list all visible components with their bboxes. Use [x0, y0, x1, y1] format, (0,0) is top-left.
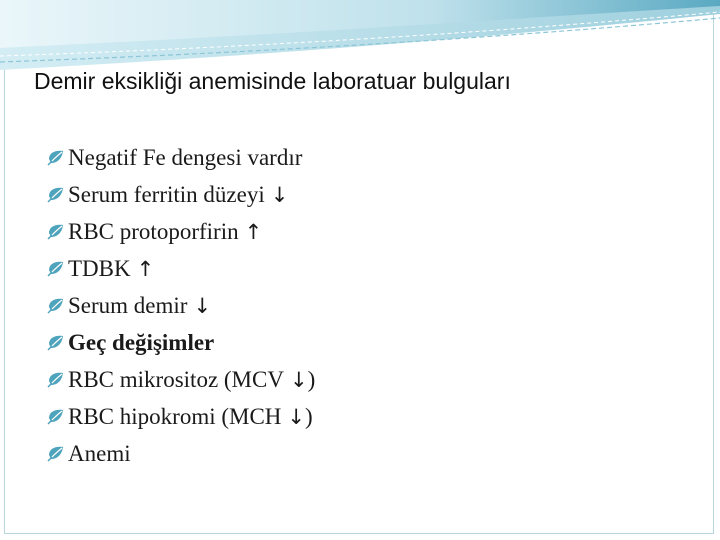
- bullet-text: Serum demir: [68, 292, 188, 318]
- bullet-arrow: ↑: [136, 256, 155, 281]
- bullet-item: [46, 361, 315, 398]
- leaf-bullet-icon: [46, 185, 66, 205]
- leaf-bullet-icon: [46, 296, 66, 316]
- bullet-arrow: ↓: [270, 182, 289, 207]
- bullet-item: [46, 287, 315, 324]
- bullet-text: RBC mikrositoz (MCV: [68, 366, 284, 392]
- bullet-item: [46, 324, 315, 361]
- leaf-bullet-icon: [46, 333, 66, 353]
- bullet-suffix: ): [307, 366, 316, 392]
- leaf-bullet-icon: [46, 370, 66, 390]
- bullet-text: Negatif Fe dengesi vardır: [68, 144, 303, 170]
- bullet-text: Anemi: [68, 440, 131, 466]
- bullet-arrow: ↑: [244, 219, 263, 244]
- bullet-item: [46, 250, 315, 287]
- bullet-item: [46, 398, 315, 435]
- slide-title: Demir eksikliği anemisinde laboratuar bulguları: [34, 68, 511, 94]
- bullet-arrow: ↓: [289, 367, 308, 392]
- bullet-item: [46, 176, 315, 213]
- bullet-item: [46, 139, 315, 176]
- bullet-text: Serum ferritin düzeyi: [68, 181, 265, 207]
- bullet-arrow: ↓: [287, 404, 306, 429]
- bullet-item: [46, 435, 315, 472]
- bullet-arrow: ↓: [193, 293, 212, 318]
- bullet-item: [46, 213, 315, 250]
- leaf-bullet-icon: [46, 444, 66, 464]
- bullet-list: [46, 139, 315, 472]
- bullet-text: TDBK: [68, 255, 131, 281]
- bullet-text: RBC hipokromi (MCH: [68, 403, 282, 429]
- bullet-text: RBC protoporfirin: [68, 218, 239, 244]
- leaf-bullet-icon: [46, 222, 66, 242]
- leaf-bullet-icon: [46, 148, 66, 168]
- bullet-suffix: ): [305, 403, 313, 429]
- bullet-text: Geç değişimler: [68, 329, 215, 355]
- leaf-bullet-icon: [46, 259, 66, 279]
- leaf-bullet-icon: [46, 407, 66, 427]
